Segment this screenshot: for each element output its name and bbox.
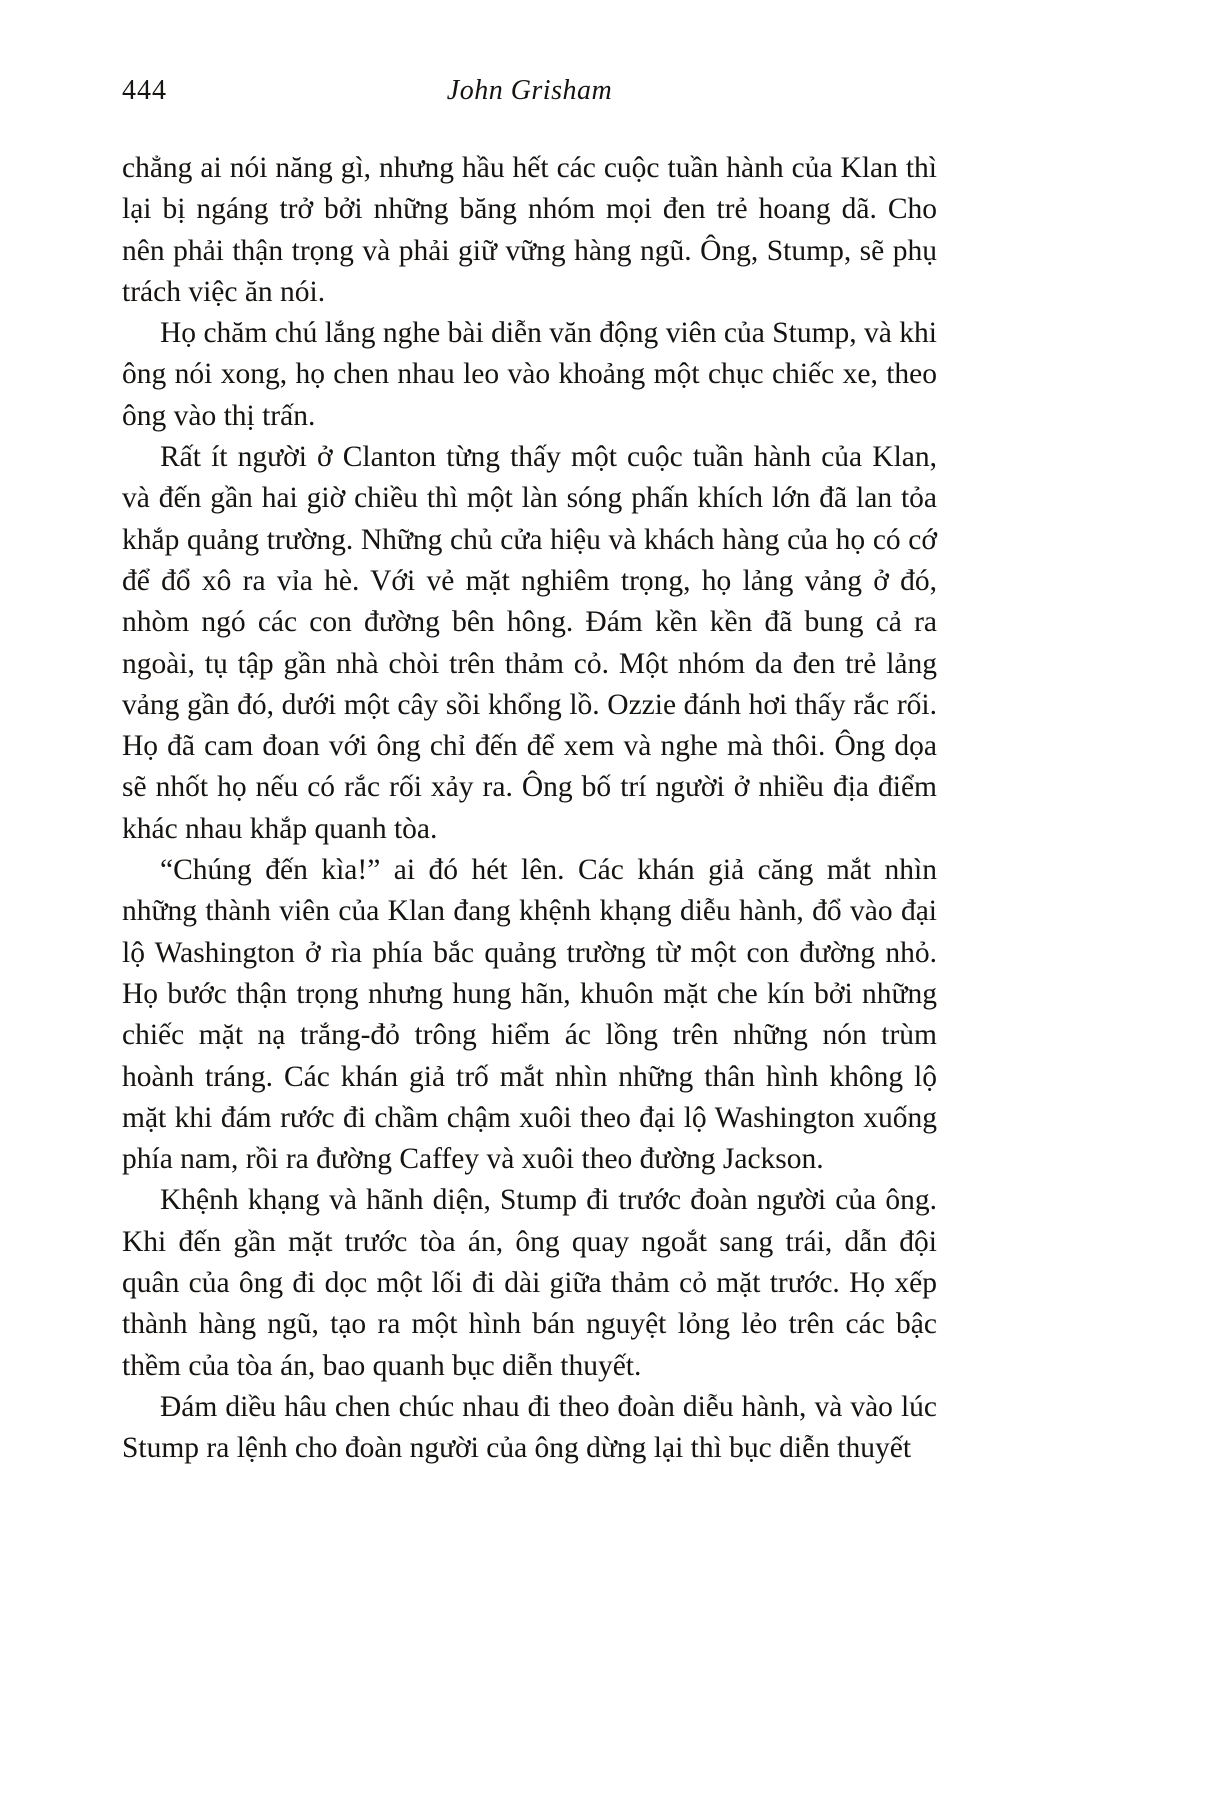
paragraph: “Chúng đến kìa!” ai đó hét lên. Các khán giả căng mắt nhìn những thành viên của Klan đang khệnh khạng diễu hành, đổ vào đại lộ Washington ở rìa phía bắc quảng trường từ một con đường nhỏ. Họ bước thận trọng nhưng hung hãn, khuôn mặt che kín bởi những chiếc mặt nạ trắng-đỏ trông hiểm ác lồng trên những nón trùm hoành tráng. Các khán giả trố mắt nhìn những thân hình không lộ mặt khi đám rước đi chầm chậm xuôi theo đại lộ Washington xuống phía nam, rồi ra đường Caffey và xuôi theo đường Jackson. [122, 854, 937, 1176]
paragraph: Đám diều hâu chen chúc nhau đi theo đoàn diễu hành, và vào lúc Stump ra lệnh cho đoàn người của ông dừng lại thì bục diễn thuyết [122, 1390, 937, 1465]
paragraph: Khệnh khạng và hãnh diện, Stump đi trước đoàn người của ông. Khi đến gần mặt trước tòa án, ông quay ngoắt sang trái, dẫn đội quân của ông đi dọc một lối đi dài giữa thảm cỏ mặt trước. Họ xếp thành hàng ngũ, tạo ra một hình bán nguyệt lỏng lẻo trên các bậc thềm của tòa án, bao quanh bục diễn thuyết. [122, 1184, 937, 1382]
paragraph: Họ chăm chú lắng nghe bài diễn văn động viên của Stump, và khi ông nói xong, họ chen nhau leo vào khoảng một chục chiếc xe, theo ông vào thị trấn. [122, 317, 937, 432]
paragraph: Rất ít người ở Clanton từng thấy một cuộc tuần hành của Klan, và đến gần hai giờ chiều thì một làn sóng phấn khích lớn đã lan tỏa khắp quảng trường. Những chủ cửa hiệu và khách hàng của họ có cớ để đổ xô ra vỉa hè. Với vẻ mặt nghiêm trọng, họ lảng vảng ở đó, nhòm ngó các con đường bên hông. Đám kền kền đã bung cả ra ngoài, tụ tập gần nhà chòi trên thảm cỏ. Một nhóm da đen trẻ lảng vảng gần đó, dưới một cây sồi khổng lồ. Ozzie đánh hơi thấy rắc rối. Họ đã cam đoan với ông chỉ đến để xem và nghe mà thôi. Ông dọa sẽ nhốt họ nếu có rắc rối xảy ra. Ông bố trí người ở nhiều địa điểm khác nhau khắp quanh tòa. [122, 441, 937, 845]
page-number: 444 [122, 75, 167, 106]
running-header-title: John Grisham [446, 75, 613, 106]
running-head [122, 74, 937, 108]
paragraph: chẳng ai nói năng gì, nhưng hầu hết các cuộc tuần hành của Klan thì lại bị ngáng trở bởi những băng nhóm mọi đen trẻ hoang dã. Cho nên phải thận trọng và phải giữ vững hàng ngũ. Ông, Stump, sẽ phụ trách việc ăn nói. [122, 152, 937, 308]
body-text [122, 148, 937, 1470]
